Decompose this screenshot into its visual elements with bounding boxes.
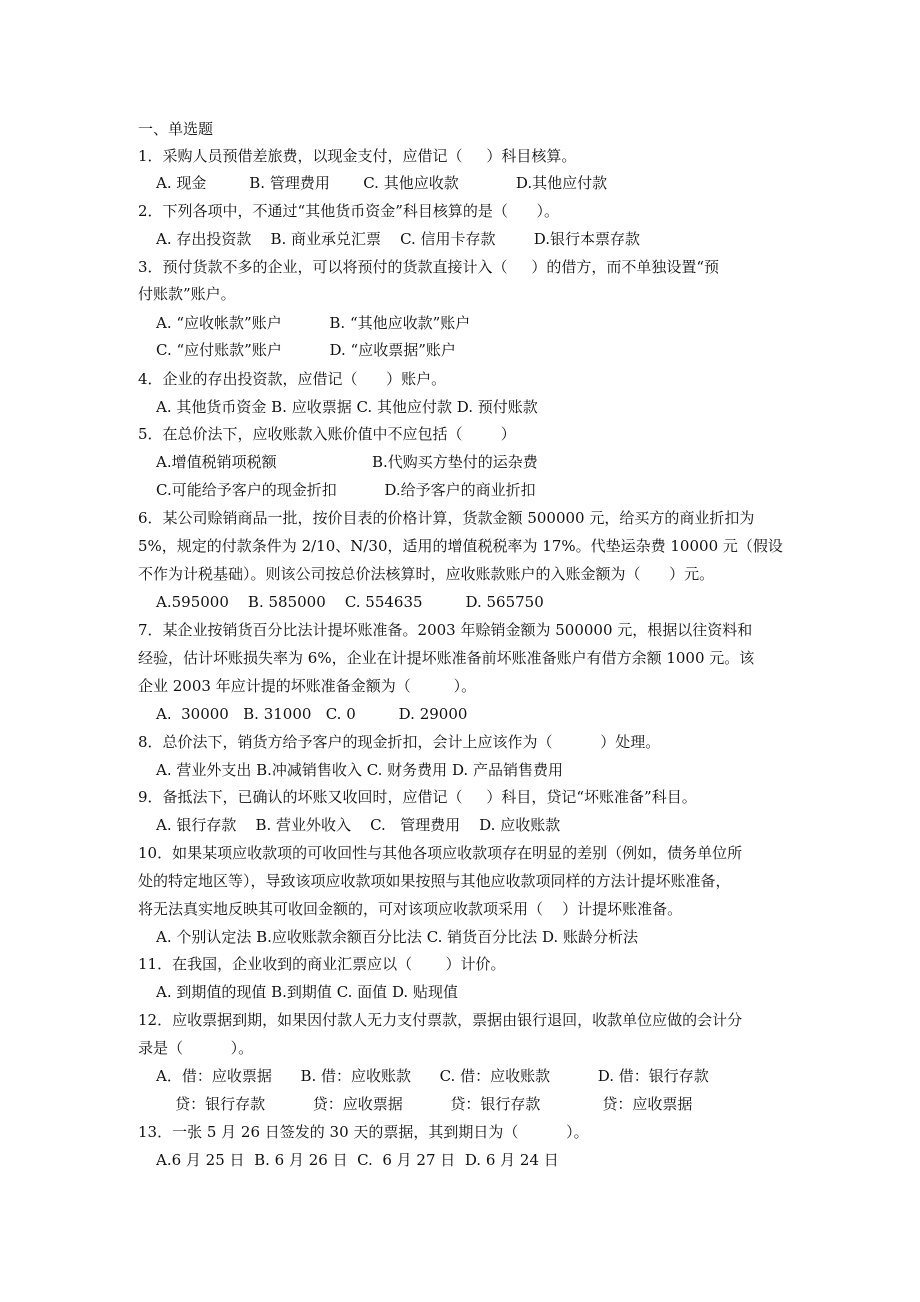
question-10-text-cont-1: 处的特定地区等），导致该项应收款项如果按照与其他应收款项同样的方法计提坏账准备， bbox=[138, 872, 731, 890]
question-2-options: A. 存出投资款 B. 商业承兑汇票 C. 信用卡存款 D.银行本票存款 bbox=[156, 230, 640, 248]
question-12-text: 12．应收票据到期，如果因付款人无力支付票款，票据由银行退回，收款单位应做的会计分 bbox=[138, 1011, 743, 1029]
question-6-text-cont-1: 5%，规定的付款条件为 2/10、N/30，适用的增值税税率为 17%。代垫运杂费 10000 元（假设 bbox=[138, 537, 783, 555]
question-5-text: 5．在总价法下，应收账款入账价值中不应包括（ ） bbox=[138, 425, 516, 443]
question-7-text-cont-2: 企业 2003 年应计提的坏账准备金额为（ ）。 bbox=[138, 677, 477, 695]
question-7-text: 7．某企业按销货百分比法计提坏账准备。2003 年赊销金额为 500000 元，根据以往资料和 bbox=[138, 621, 753, 639]
question-10-text-cont-2: 将无法真实地反映其可收回金额的，可对该项应收款项采用（ ）计提坏账准备。 bbox=[138, 900, 683, 918]
question-9-options: A. 银行存款 B. 营业外收入 C. 管理费用 D. 应收账款 bbox=[156, 816, 561, 834]
question-9-text: 9．备抵法下，已确认的坏账又收回时，应借记（ ）科目，贷记“坏账准备”科目。 bbox=[138, 788, 697, 806]
question-1-options: A. 现金 B. 管理费用 C. 其他应收款 D.其他应付款 bbox=[156, 174, 608, 192]
question-13-options: A.6 月 25 日 B. 6 月 26 日 C. 6 月 27 日 D. 6 月 24 日 bbox=[156, 1151, 559, 1169]
question-4-text: 4．企业的存出投资款，应借记（ ）账户。 bbox=[138, 370, 447, 388]
question-6-text: 6．某公司赊销商品一批，按价目表的价格计算，货款金额 500000 元，给买方的商业折扣为 bbox=[138, 509, 755, 527]
question-12-text-cont: 录是（ ）。 bbox=[138, 1039, 254, 1057]
question-7-text-cont-1: 经验，估计坏账损失率为 6%，企业在计提坏账准备前坏账准备账户有借方余额 1000 元。该 bbox=[138, 649, 755, 667]
question-11-text: 11．在我国，企业收到的商业汇票应以（ ）计价。 bbox=[138, 955, 506, 973]
question-3-text-cont: 付账款”账户。 bbox=[138, 285, 236, 303]
question-13-text: 13．一张 5 月 26 日签发的 30 天的票据，其到期日为（ ）。 bbox=[138, 1123, 589, 1141]
question-12-options-row1: A．借：应收票据 B. 借：应收账款 C. 借：应收账款 D. 借：银行存款 bbox=[156, 1067, 709, 1085]
question-3-text: 3．预付货款不多的企业，可以将预付的货款直接计入（ ）的借方，而不单独设置“预 bbox=[138, 258, 720, 276]
question-4-options: A. 其他货币资金 B. 应收票据 C. 其他应付款 D. 预付账款 bbox=[156, 398, 538, 416]
question-6-options: A.595000 B. 585000 C. 554635 D. 565750 bbox=[156, 593, 544, 611]
question-2-text: 2．下列各项中，不通过“其他货币资金”科目核算的是（ ）。 bbox=[138, 202, 559, 220]
question-8-text: 8．总价法下，销货方给予客户的现金折扣，会计上应该作为（ ）处理。 bbox=[138, 733, 661, 751]
question-7-options: A. 30000 B. 31000 C. 0 D. 29000 bbox=[156, 705, 468, 723]
question-10-text: 10．如果某项应收款项的可收回性与其他各项应收款项存在明显的差别（例如，债务单位所 bbox=[138, 844, 743, 862]
question-1-text: 1．采购人员预借差旅费，以现金支付，应借记（ ）科目核算。 bbox=[138, 147, 577, 165]
question-12-options-row2: 贷：银行存款 贷：应收票据 贷：银行存款 贷：应收票据 bbox=[156, 1095, 693, 1113]
question-3-options-row1: A. “应收帐款”账户 B. “其他应收款”账户 bbox=[156, 314, 471, 332]
question-10-options: A. 个别认定法 B.应收账款余额百分比法 C. 销货百分比法 D. 账龄分析法 bbox=[156, 928, 638, 946]
question-5-options-row2: C.可能给予客户的现金折扣 D.给予客户的商业折扣 bbox=[156, 481, 536, 499]
section-title: 一、单选题 bbox=[138, 120, 214, 138]
question-6-text-cont-2: 不作为计税基础）。则该公司按总价法核算时，应收账款账户的入账金额为（ ）元。 bbox=[138, 565, 715, 583]
question-11-options: A. 到期值的现值 B.到期值 C. 面值 D. 贴现值 bbox=[156, 983, 458, 1001]
question-8-options: A. 营业外支出 B.冲减销售收入 C. 财务费用 D. 产品销售费用 bbox=[156, 761, 563, 779]
question-3-options-row2: C. “应付账款”账户 D. “应收票据”账户 bbox=[156, 341, 456, 359]
question-5-options-row1: A.增值税销项税额 B.代购买方垫付的运杂费 bbox=[156, 453, 538, 471]
